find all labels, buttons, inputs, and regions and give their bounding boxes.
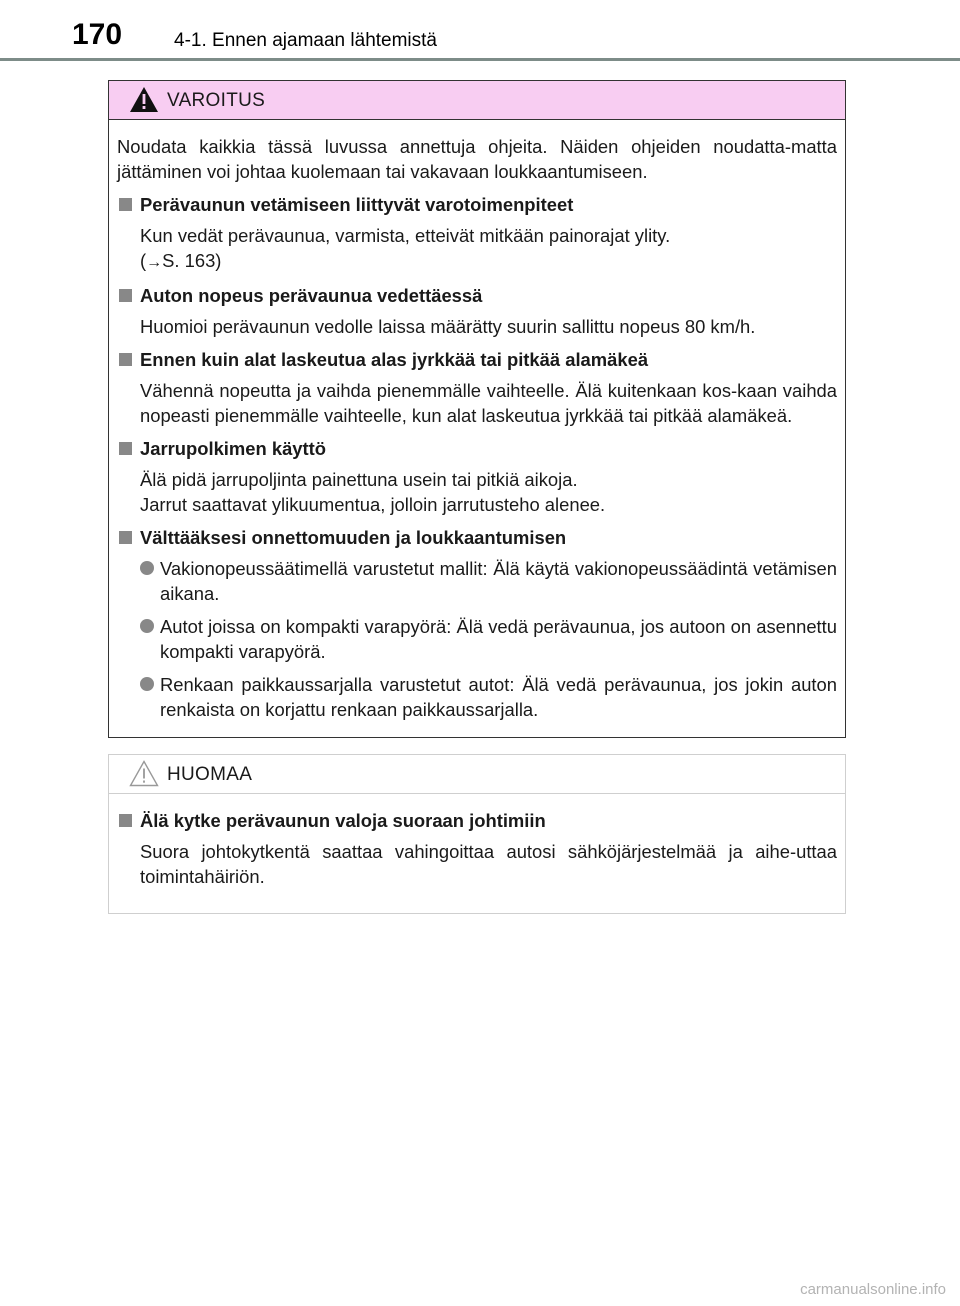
reference-link[interactable]: S. 163)	[162, 250, 222, 271]
square-bullet-icon	[119, 814, 132, 827]
section-text	[117, 839, 837, 889]
caution-triangle-icon	[129, 760, 159, 787]
page-number: 170	[72, 18, 123, 51]
section-heading	[117, 283, 837, 308]
section-heading	[117, 808, 837, 833]
notice-body	[109, 794, 845, 889]
heading-text: Jarrupolkimen käyttö	[140, 438, 327, 459]
list-item	[117, 614, 837, 664]
square-bullet-icon	[119, 289, 132, 302]
square-bullet-icon	[119, 353, 132, 366]
heading-text: Auton nopeus perävaunua vedettäessä	[140, 285, 483, 306]
text-line: Kun vedät perävaunua, varmista, etteivät mitkään painorajat ylity.	[140, 225, 671, 246]
reference-paren: (	[140, 250, 147, 271]
list-item-text: Autot joissa on kompakti varapyörä: Älä vedä perävaunua, jos autoon on asennettu kompakti varapyörä.	[160, 616, 837, 662]
round-bullet-icon	[140, 619, 154, 633]
section-heading	[117, 525, 837, 550]
section-heading	[117, 436, 837, 461]
watermark: carmanualsonline.info	[800, 1281, 946, 1298]
list-item	[117, 672, 837, 722]
square-bullet-icon	[119, 198, 132, 211]
warning-title: VAROITUS	[167, 90, 266, 111]
section-text	[117, 467, 837, 517]
section-title: 4-1. Ennen ajamaan lähtemistä	[174, 30, 437, 51]
arrow-right-icon: →	[146, 254, 163, 271]
round-bullet-icon	[140, 561, 154, 575]
text-line: Jarrut saattavat ylikuumentua, jolloin jarrutusteho alenee.	[140, 494, 606, 515]
section-heading	[117, 347, 837, 372]
text-line: Vähennä nopeutta ja vaihda pienemmälle vaihteelle. Älä kuitenkaan kos-kaan vaihda nopeasti pienemmälle vaihteelle, kun alat laskeutua jyrkkää tai pitkää alamäkeä.	[140, 380, 837, 426]
section-text	[117, 314, 837, 339]
heading-text: Välttääksesi onnettomuuden ja loukkaantumisen	[140, 527, 567, 548]
square-bullet-icon	[119, 442, 132, 455]
text-line: Älä pidä jarrupoljinta painettuna usein tai pitkiä aikoja.	[140, 469, 578, 490]
list-item-text: Vakionopeussäätimellä varustetut mallit: Älä käytä vakionopeussäädintä vetämisen aikana.	[160, 558, 837, 604]
heading-text: Älä kytke perävaunun valoja suoraan johtimiin	[140, 810, 546, 831]
notice-header	[109, 755, 845, 794]
warning-box	[108, 80, 846, 738]
heading-text: Ennen kuin alat laskeutua alas jyrkkää tai pitkää alamäkeä	[140, 349, 649, 370]
heading-text: Perävaunun vetämiseen liittyvät varotoimenpiteet	[140, 194, 574, 215]
notice-box	[108, 754, 846, 914]
warning-header	[109, 81, 845, 120]
warning-intro: Noudata kaikkia tässä luvussa annettuja ohjeita. Näiden ohjeiden noudatta-matta jättäminen voi johtaa kuolemaan tai vakavaan loukkaantumiseen.	[117, 136, 837, 182]
header-divider	[0, 58, 960, 61]
section-text	[117, 223, 837, 275]
text-line: Huomioi perävaunun vedolle laissa määrätty suurin sallittu nopeus 80 km/h.	[140, 316, 756, 337]
notice-title: HUOMAA	[167, 764, 253, 785]
page-reference	[140, 248, 837, 275]
round-bullet-icon	[140, 677, 154, 691]
page-header	[0, 0, 960, 62]
section-text	[117, 378, 837, 428]
text-line: Suora johtokytkentä saattaa vahingoittaa autosi sähköjärjestelmää ja aihe-uttaa toimintahäiriön.	[140, 841, 837, 887]
section-heading	[117, 192, 837, 217]
list-item	[117, 556, 837, 606]
list-item-text: Renkaan paikkaussarjalla varustetut autot: Älä vedä perävaunua, jos jokin auton renkaista on korjattu renkaan paikkaussarjalla.	[160, 674, 837, 720]
square-bullet-icon	[119, 531, 132, 544]
warning-triangle-icon	[129, 86, 159, 113]
warning-body	[109, 120, 845, 722]
